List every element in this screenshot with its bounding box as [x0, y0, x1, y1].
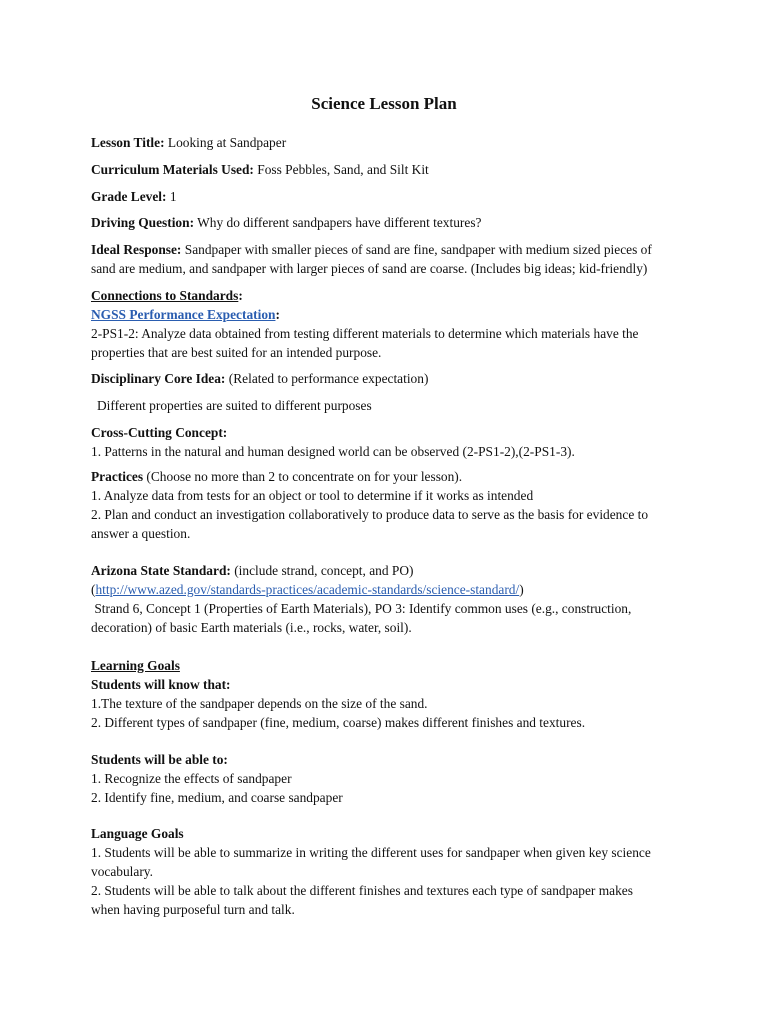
arizona-note: (include strand, concept, and PO): [234, 563, 414, 578]
language-goals-block: [91, 824, 691, 919]
practices-item-2-line-2: answer a question.: [91, 526, 191, 541]
language-goal-1-line-1: 1. Students will be able to summarize in writing the different uses for sandpaper when given key science: [91, 845, 651, 860]
grade-value: 1: [169, 189, 177, 204]
grade-label: Grade Level:: [91, 189, 167, 204]
ngss-line: [91, 305, 691, 324]
connections-heading-line: [91, 286, 691, 305]
ngss-performance-expectation-link[interactable]: NGSS Performance Expectation: [91, 307, 276, 322]
know-item-1: 1.The texture of the sandpaper depends on the size of the sand.: [91, 696, 428, 711]
grade-row: [91, 187, 691, 206]
ngss-colon: :: [275, 307, 280, 322]
know-item-2: 2. Different types of sandpaper (fine, medium, coarse) makes different finishes and textures.: [91, 715, 586, 730]
lesson-title-value: Looking at Sandpaper: [167, 135, 287, 150]
able-to-block: [91, 750, 691, 807]
dci-label: Disciplinary Core Idea:: [91, 371, 226, 386]
know-label: Students will know that:: [91, 677, 231, 692]
ccc-label: Cross-Cutting Concept:: [91, 425, 228, 440]
dci-row: [91, 369, 691, 388]
able-to-label: Students will be able to:: [91, 752, 228, 767]
language-goals-heading: Language Goals: [91, 826, 184, 841]
practices-heading-line: [91, 467, 691, 486]
curriculum-value: Foss Pebbles, Sand, and Silt Kit: [257, 162, 429, 177]
practices-note: (Choose no more than 2 to concentrate on for your lesson).: [146, 469, 463, 484]
connections-colon: :: [238, 288, 243, 303]
able-to-item-1: 1. Recognize the effects of sandpaper: [91, 771, 292, 786]
driving-question-value: Why do different sandpapers have different textures?: [197, 215, 482, 230]
ccc-block: [91, 423, 691, 461]
pe-line-1: 2-PS1-2: Analyze data obtained from testing different materials to determine which materials have the: [91, 326, 639, 341]
arizona-standard-block: [91, 561, 691, 637]
learning-goals-heading: Learning Goals: [91, 658, 180, 673]
ideal-response-text-1: Sandpaper with smaller pieces of sand are fine, sandpaper with medium sized pieces of: [184, 242, 652, 257]
dci-text: Different properties are suited to different purposes: [97, 398, 372, 413]
arizona-paren-open: (: [91, 582, 96, 597]
ideal-response-label: Ideal Response:: [91, 242, 182, 257]
driving-question-label: Driving Question:: [91, 215, 195, 230]
arizona-paren-close: ): [519, 582, 524, 597]
arizona-url-line: [91, 580, 691, 599]
able-to-item-2: 2. Identify fine, medium, and coarse sandpaper: [91, 790, 343, 805]
arizona-heading-line: [91, 561, 691, 580]
language-goal-2-line-2: when having purposeful turn and talk.: [91, 902, 295, 917]
ideal-response-line-2: sand are medium, and sandpaper with larger pieces of sand are coarse. (Includes big ideas; kid-friendly): [91, 261, 648, 276]
curriculum-row: [91, 160, 691, 179]
language-goal-1-line-2: vocabulary.: [91, 864, 153, 879]
driving-question-row: [91, 213, 691, 232]
ideal-response-line-1: [91, 240, 681, 259]
practices-label: Practices: [91, 469, 144, 484]
dci-note: (Related to performance expectation): [228, 371, 429, 386]
learning-goals-block: [91, 656, 691, 732]
arizona-line-2: decoration) of basic Earth materials (i.e., rocks, water, soil).: [91, 620, 412, 635]
practices-block: [91, 467, 691, 543]
lesson-title-row: [91, 133, 691, 152]
lesson-title-label: Lesson Title:: [91, 135, 165, 150]
arizona-label: Arizona State Standard:: [91, 563, 231, 578]
language-goal-2-line-1: 2. Students will be able to talk about the different finishes and textures each type of sandpaper makes: [91, 883, 633, 898]
connections-block: [91, 286, 691, 362]
arizona-standard-link[interactable]: http://www.azed.gov/standards-practices/academic-standards/science-standard/: [95, 582, 520, 597]
ccc-item-1: 1. Patterns in the natural and human designed world can be observed (2-PS1-2),(2-PS1-3).: [91, 444, 575, 459]
arizona-line-1: Strand 6, Concept 1 (Properties of Earth Materials), PO 3: Identify common uses (e.g., construction,: [91, 601, 632, 616]
practices-item-1: 1. Analyze data from tests for an object or tool to determine if it works as intended: [91, 488, 534, 503]
curriculum-label: Curriculum Materials Used:: [91, 162, 254, 177]
ideal-response-block: [91, 240, 681, 278]
connections-heading: Connections to Standards: [91, 288, 239, 303]
pe-line-2: properties that are best suited for an intended purpose.: [91, 345, 382, 360]
page-title: Science Lesson Plan: [311, 94, 457, 113]
practices-item-2-line-1: 2. Plan and conduct an investigation collaboratively to produce data to serve as the basis for evidence to: [91, 507, 649, 522]
